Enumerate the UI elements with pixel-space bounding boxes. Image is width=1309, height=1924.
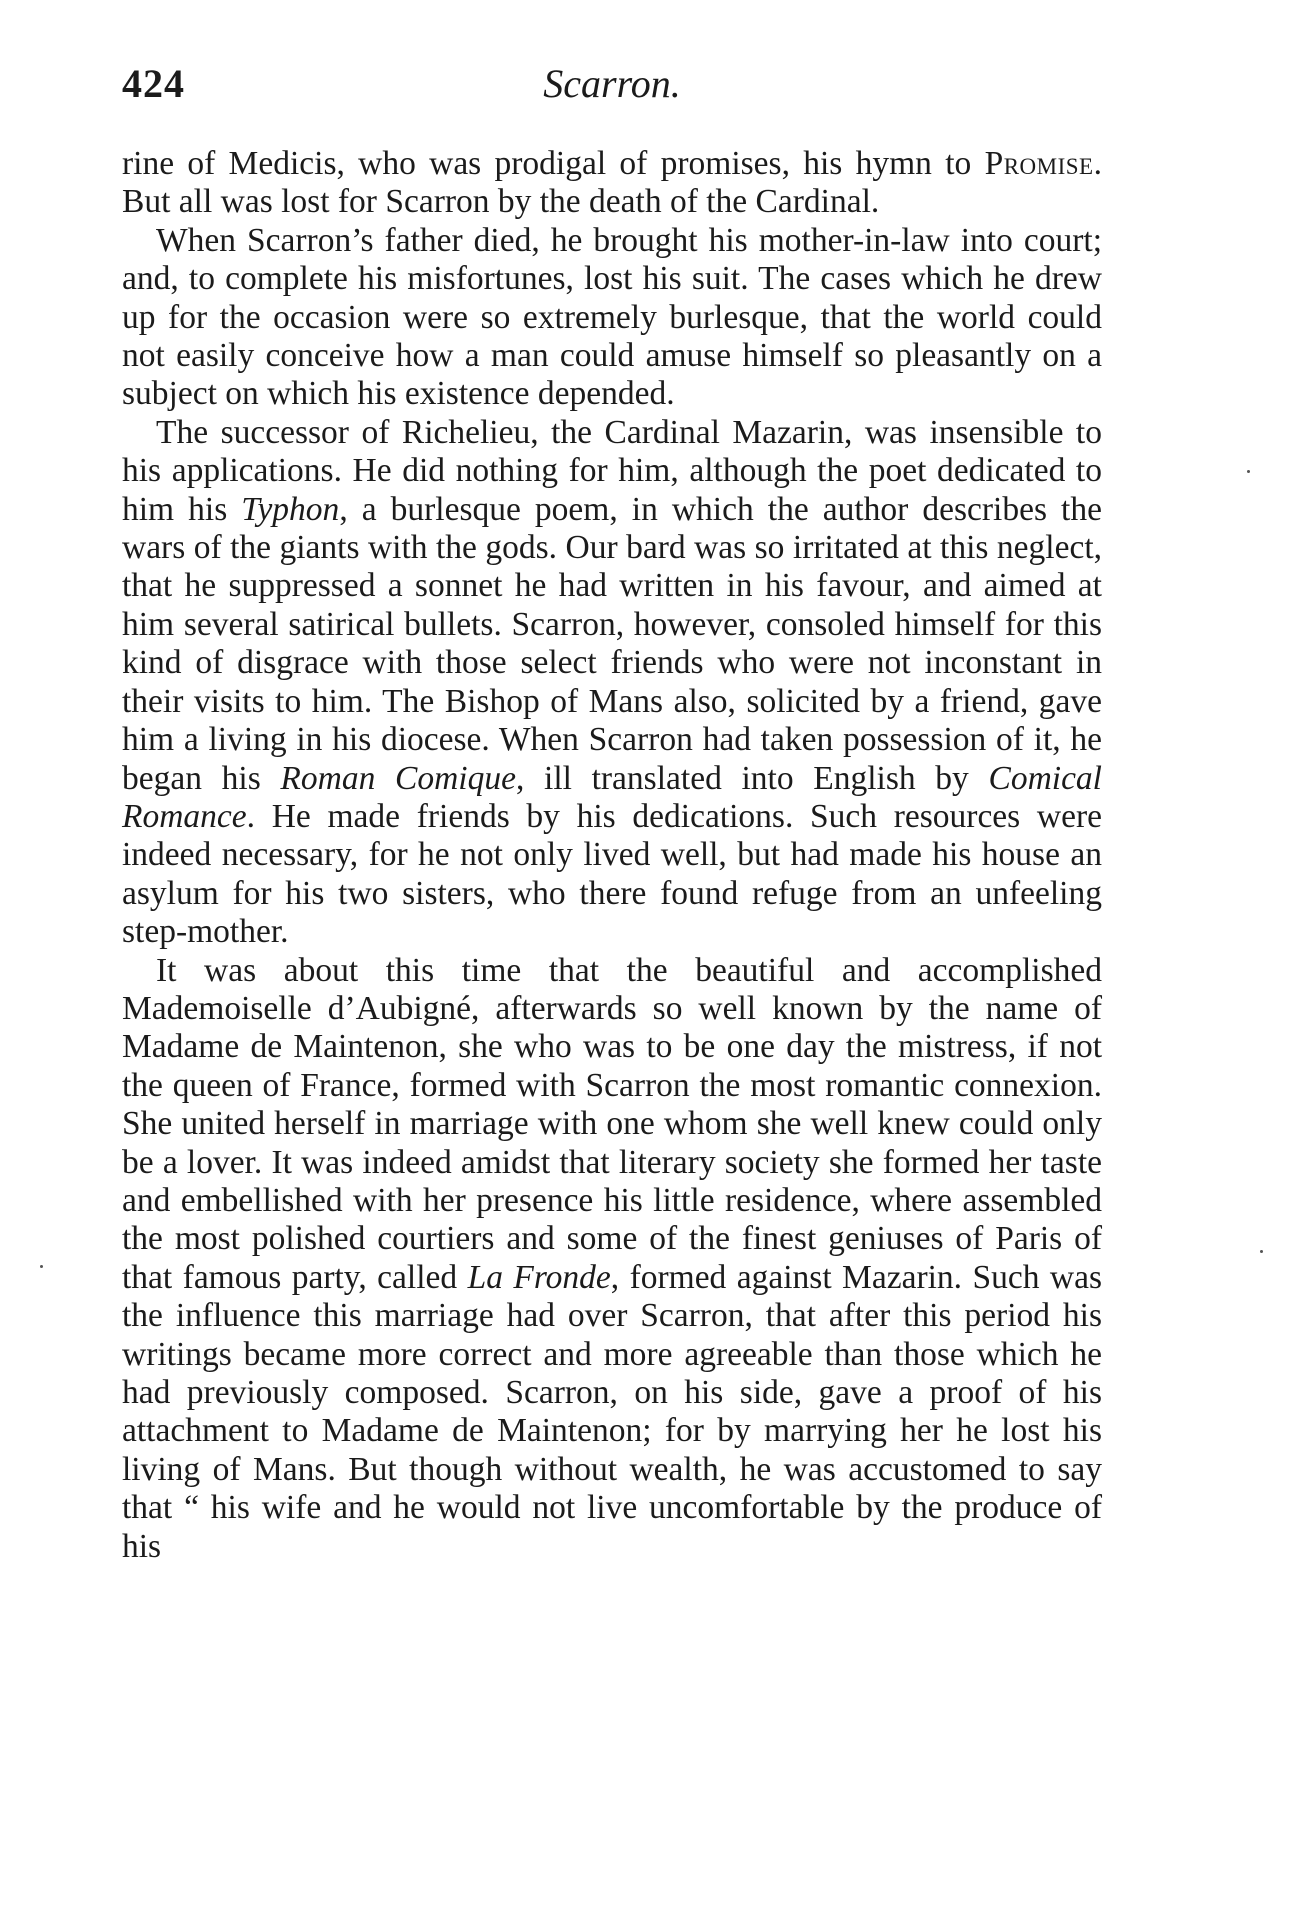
page-header xyxy=(122,60,1102,120)
italic-title-span: Typhon xyxy=(241,490,340,528)
paragraph-4 xyxy=(122,952,1102,1567)
page-speck xyxy=(1247,470,1250,473)
italic-title-span: Comical Romance xyxy=(122,759,1102,835)
body-text xyxy=(122,145,1102,1566)
running-title: Scarron. xyxy=(543,61,681,106)
text-span: . But all was lost for Scarron by the death of the Cardinal. xyxy=(122,145,1102,221)
page-number: 424 xyxy=(122,61,185,106)
text-span: It was about this time that the beautiful and accomplished Mademoiselle d’Aubigné, afterwards so well known by the name of Madame de Maintenon, she who was to be one day the mistress, if not the queen of France, formed with Scarron the most romantic connexion. She united herself in marriage with one whom she well knew could only be a lover. It was indeed amidst that literary society she formed her taste and embellished with her presence his little residence, where assembled the most polished courtiers and some of the finest geniuses of Paris of that famous party, called xyxy=(122,951,1102,1296)
paragraph-2 xyxy=(122,222,1102,414)
smallcaps-span: Promise xyxy=(984,145,1094,182)
italic-title-span: Roman Comique xyxy=(280,759,516,797)
italic-title-span: La Fronde xyxy=(467,1258,611,1296)
text-span: rine of Medicis, who was prodigal of promises, his hymn to xyxy=(122,145,985,182)
text-span: , a burlesque poem, in which the author describes the wars of the giants with the gods. Our bard was so irritated at this neglect, that he suppressed a sonnet he had written in his favour, and aimed at him several satirical bullets. Scarron, however, consoled himself for this kind of disgrace with those select friends who were not inconstant in their visits to him. The Bishop of Mans also, solicited by a friend, gave him a living in his diocese. When Scarron had taken possession of it, he began his xyxy=(122,490,1102,797)
text-span: , formed against Mazarin. Such was the influence this marriage had over Scarron, that after this period his writings became more correct and more agreeable than those which he had previously composed. Scarron, on his side, gave a proof of his attachment to Madame de Maintenon; for by marrying her he lost his living of Mans. But though without wealth, he was accustomed to say that “ his wife and he would not live uncomfortable by the produce of his xyxy=(122,1258,1102,1565)
text-span: , ill translated into English by xyxy=(515,759,989,797)
paragraph-3 xyxy=(122,414,1102,952)
paragraph-1 xyxy=(122,145,1102,222)
page-speck xyxy=(1260,1250,1263,1253)
text-span: When Scarron’s father died, he brought his mother-in-law into court; and, to complete his misfortunes, lost his suit. The cases which he drew up for the occasion were so extremely burlesque, that the world could not easily conceive how a man could amuse himself so pleasantly on a subject on which his existence depended. xyxy=(122,221,1102,413)
text-span: The successor of Richelieu, the Cardinal Mazarin, was insensible to his applications. He did nothing for him, although the poet dedicated to him his xyxy=(122,413,1102,528)
page-speck xyxy=(40,1265,43,1268)
text-span: . He made friends by his dedications. Such resources were indeed necessary, for he not only lived well, but had made his house an asylum for his two sisters, who there found refuge from an unfeeling step-mother. xyxy=(122,797,1102,951)
